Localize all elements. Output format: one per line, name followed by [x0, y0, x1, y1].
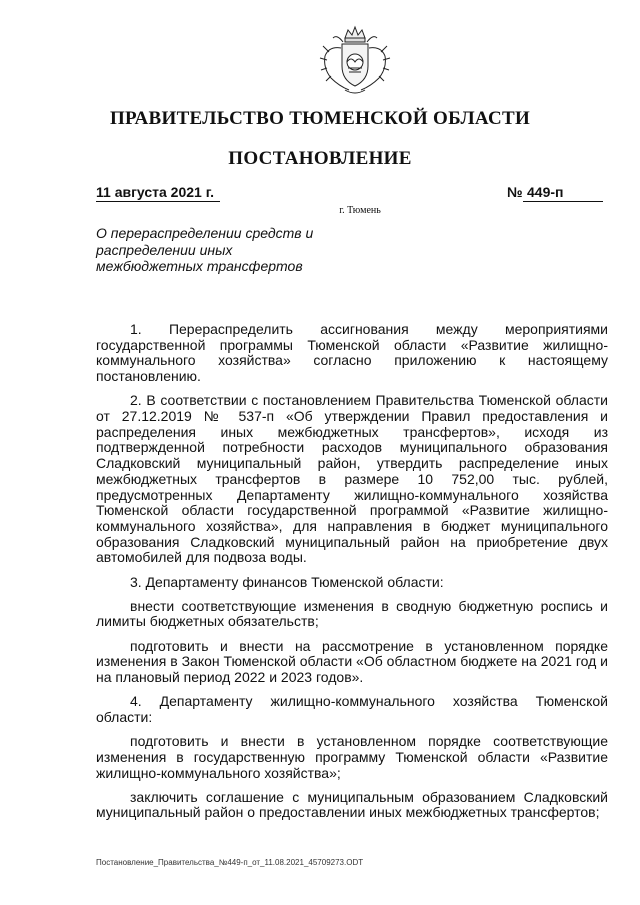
paragraph-4: 4. Департаменту жилищно-коммунального хозяйства Тюменской области: [96, 693, 608, 725]
paragraph-3-item-1: внести соответствующие изменения в сводную бюджетную роспись и лимиты бюджетных обязательств; [96, 597, 608, 630]
document-footer-filename: Постановление_Правительства_№449-п_от_11.08.2021_45709273.ODT [96, 858, 364, 867]
paragraph-2: 2. В соответствии с постановлением Правительства Тюменской области от 27.12.2019 № 537-п «Об утверждении Правил предоставления и распределения иных межбюджетных трансфертов», исходя из подтвержденной потребности расходов муниципального образования Сладковский муниципальный район, утвердить распределение иных межбюджетных трансфертов в размере 10 752,00 тыс. рублей, предусмотренных Департаменту жилищно-коммунального хозяйства Тюменской области государственной программой «Развитие жилищно-коммунального хозяйства», для направления в бюджет муниципального образования Сладковский муниципальный район на приобретение двух автомобилей для подвоза воды. [96, 392, 608, 566]
document-number-block [507, 184, 605, 202]
document-number: 449-п [523, 184, 603, 202]
paragraph-1: 1. Перераспределить ассигнования между мероприятиями государственной программы Тюменской области «Развитие жилищно-коммунального хозяйства» согласно приложению к настоящему постановлению. [96, 321, 608, 385]
document-body [96, 322, 608, 830]
government-title: ПРАВИТЕЛЬСТВО ТЮМЕНСКОЙ ОБЛАСТИ [109, 108, 531, 129]
document-type-title: ПОСТАНОВЛЕНИЕ [228, 148, 412, 169]
document-city: г. Тюмень [339, 205, 381, 216]
tyumen-coat-of-arms-icon [315, 24, 395, 100]
paragraph-4-item-1: подготовить и внести в установленном порядке соответствующие изменения в государственную программу Тюменской области «Развитие жилищно-коммунального хозяйства»; [96, 733, 608, 781]
document-subject: О перераспределении средств и распределении иных межбюджетных трансфертов [96, 225, 314, 274]
paragraph-3-item-2: подготовить и внести на рассмотрение в установленном порядке изменения в Закон Тюменской области «Об областном бюджете на 2021 год и на плановый период 2022 и 2023 годов». [96, 637, 608, 686]
document-date: 11 августа 2021 г. [96, 184, 220, 202]
paragraph-3: 3. Департаменту финансов Тюменской области: [130, 573, 444, 590]
paragraph-4-item-2: заключить соглашение с муниципальным образованием Сладковский муниципальный район о предоставлении иных межбюджетных трансфертов; [96, 788, 608, 821]
number-sign: № [507, 184, 523, 200]
